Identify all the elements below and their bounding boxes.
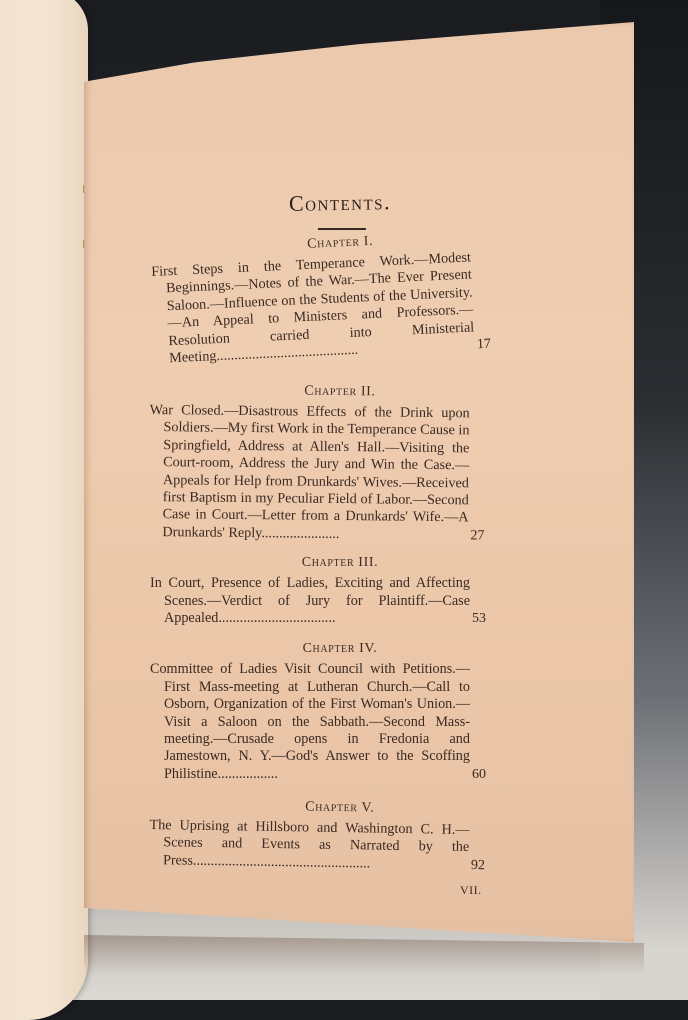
- chapter-summary: Committee of Ladies Visit Council with Petitions.—First Mass-meeting at Lutheran Church.—Call to Osborn, Organization of the First Woman's Union.—Visit a Saloon on the Sabbath.—Second Mass-meeting.—Crusade opens in Fredonia and Jamestown, N. Y.—God's Answer to the Scoffing Philistine.................: [150, 661, 470, 782]
- chapter-summary: First Steps in the Temperance Work.—Modest Beginnings.—Notes of the War.—The Ever Present Saloon.—Influence on the Students of the University.—An Appeal to Ministers and Professors.—Resolution carried into Ministerial Meeting........................................: [150, 248, 475, 366]
- page-number: 92: [470, 858, 486, 874]
- chapter-entry: [150, 575, 490, 627]
- page-title: Contents.: [288, 189, 392, 216]
- left-page: [0, 0, 88, 1020]
- chapter-summary: War Closed.—Disastrous Effects of the Drink upon Soldiers.—My first Work in the Temperance Cause in Springfield, Address at Allen's Hall.—Visiting the Court-room, Address the Jury and Win the Case.—Appeals for Help from Drunkards' Wives.—Received first Baptism in my Peculiar Field of Labor.—Second Case in Court.—Letter from a Drunkards' Wife.—A Drunkards' Reply......................: [149, 401, 470, 542]
- chapter-heading: Chapter III.: [301, 555, 379, 571]
- chapter-heading: Chapter V.: [305, 799, 375, 816]
- folio-page-number: VII.: [460, 883, 482, 897]
- chapter-section: [150, 555, 490, 627]
- page-number: 60: [472, 766, 486, 782]
- chapter-section: [148, 382, 490, 545]
- title-rule: [318, 228, 366, 230]
- chapter-summary: The Uprising at Hillsboro and Washington C. H.—Scenes and Events as Narrated by the Press..................................................: [149, 817, 470, 872]
- table-of-contents: [149, 189, 492, 874]
- chapter-heading: Chapter IV.: [302, 641, 378, 657]
- chapter-heading: Chapter II.: [304, 383, 376, 400]
- chapter-section: [149, 797, 490, 875]
- chapter-entry: [151, 248, 495, 368]
- page-number: 27: [470, 528, 485, 544]
- page-number: 53: [472, 611, 486, 626]
- chapter-entry: [148, 402, 489, 545]
- chapter-section: [150, 228, 495, 368]
- page-shadow: [84, 935, 644, 975]
- page-number: 17: [476, 336, 492, 352]
- chapter-section: [150, 641, 490, 783]
- chapter-entry: [149, 817, 490, 875]
- chapter-heading: Chapter I.: [306, 233, 374, 252]
- chapter-entry: [150, 661, 490, 783]
- chapter-summary: In Court, Presence of Ladies, Exciting and Affecting Scenes.—Verdict of Jury for Plaintiff.—Case Appealed.................................: [150, 575, 470, 626]
